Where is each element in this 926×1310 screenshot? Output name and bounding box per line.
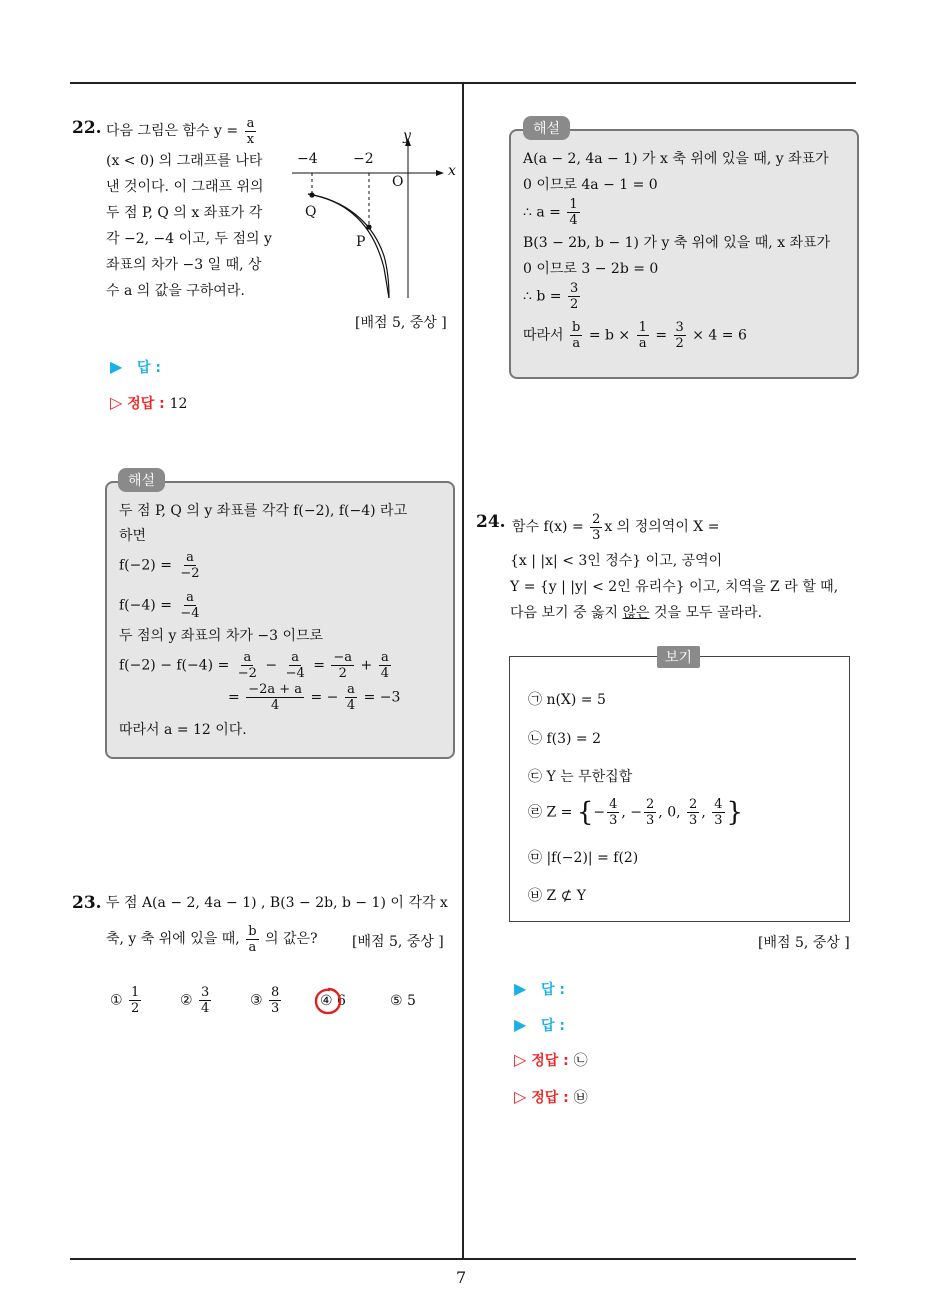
q24-answer-row-1: ▶ 답 : xyxy=(514,979,565,998)
bogi-box xyxy=(509,656,850,922)
play-icon: ▶ xyxy=(110,357,123,376)
bogi-item-3: ㉢ Y 는 무한집합 xyxy=(528,769,633,785)
choice-2[interactable]: ② $\frac{3}{4}$ xyxy=(180,985,210,1016)
sol22-line5: 두 점의 y 좌표의 차가 −3 이므로 xyxy=(119,628,324,644)
outline-triangle-icon: ▷ xyxy=(110,393,123,412)
bogi-tag: 보기 xyxy=(657,646,700,668)
graph-origin-label: O xyxy=(392,174,404,190)
answer-circle-mark xyxy=(313,986,343,1016)
choice-1[interactable]: ① $\frac{1}{2}$ xyxy=(110,985,140,1016)
play-icon: ▶ xyxy=(514,1015,527,1034)
sol22-line3: f(−2) = $\frac{a}{-2}$ xyxy=(119,550,200,581)
question-24-line2: {x | |x| < 3인 정수} 이고, 공역이 xyxy=(510,553,723,569)
sol23-line3: ∴ a = $\frac{1}{4}$ xyxy=(523,197,578,228)
q22-answer-row: ▶ 답 : xyxy=(110,357,161,376)
bogi-item-2: ㉡ f(3) = 2 xyxy=(528,731,602,747)
bogi-item-6: ㉥ Z ⊄ Y xyxy=(528,888,587,904)
sol23-line1: A(a − 2, 4a − 1) 가 x 축 위에 있을 때, y 좌표가 xyxy=(523,151,829,167)
question-24-score: [배점 5, 중상 ] xyxy=(758,935,850,951)
sol22-line1: 두 점 P, Q 의 y 좌표를 각각 f(−2), f(−4) 라고 xyxy=(119,503,408,519)
sol22-line7: = $\frac{-2a + a}{4}$ = − $\frac{a}{4}$ = −3 xyxy=(228,682,401,713)
q24-answer-row-2: ▶ 답 : xyxy=(514,1015,565,1034)
sol22-line2: 하면 xyxy=(119,528,147,544)
sol23-line2: 0 이므로 4a − 1 = 0 xyxy=(523,177,658,193)
question-23-number: 23. xyxy=(72,893,102,913)
outline-triangle-icon: ▷ xyxy=(514,1087,527,1106)
solution-22-tag: 해설 xyxy=(118,468,165,492)
question-22-text: 다음 그림은 함수 y = $\frac{a}{x}$ (x < 0) 의 그래프를 나타 낸 것이다. 이 그래프 위의 두 점 P, Q 의 x 좌표가 각 각 −2, −4 이고, 두 점의 y 좌표의 차가 −3 일 때, 상 수 a 의 값을 구하여라. xyxy=(106,115,272,299)
question-24-line4: 다음 보기 중 옳지 않은 것을 모두 골라라. xyxy=(510,605,763,621)
q24-correct-row-1: ▷ 정답 : ㉡ xyxy=(514,1050,588,1069)
q24-correct-row-2: ▷ 정답 : ㉥ xyxy=(514,1087,588,1106)
column-divider xyxy=(462,82,464,1258)
question-23-line2: 축, y 축 위에 있을 때, $\frac{b}{a}$ 의 값은? xyxy=(106,923,318,955)
question-24-line3: Y = {y | |y| < 2인 유리수} 이고, 치역을 Z 라 할 때, xyxy=(510,579,839,595)
sol23-line7: 따라서 $\frac{b}{a}$ = b × $\frac{1}{a}$ = $\frac{3}{2}$ × 4 = 6 xyxy=(523,320,747,351)
page-number: 7 xyxy=(456,1268,467,1287)
sol22-line8: 따라서 a = 12 이다. xyxy=(119,722,247,738)
graph-tick-minus4: −4 xyxy=(297,151,318,167)
graph-point-p-label: P xyxy=(356,234,366,250)
sol23-line6: ∴ b = $\frac{3}{2}$ xyxy=(523,281,579,312)
q22-correct-row: ▷ 정답 : 12 xyxy=(110,393,188,412)
question-24-line1: 함수 f(x) = $\frac{2}{3}$ x 의 정의역이 X = xyxy=(512,511,720,543)
choice-4[interactable]: ④ 6 xyxy=(320,993,346,1009)
graph-x-label: x xyxy=(448,163,456,179)
sol22-line4: f(−4) = $\frac{a}{-4}$ xyxy=(119,590,200,621)
choice-3[interactable]: ③ $\frac{8}{3}$ xyxy=(250,985,280,1016)
question-22-number: 22. xyxy=(72,118,102,138)
sol22-line6: f(−2) − f(−4) = $\frac{a}{-2}$ − $\frac{a}{-4}$ = $\frac{-a}{2}$ + $\frac{a}{4}$ xyxy=(119,650,389,681)
sol23-line4: B(3 − 2b, b − 1) 가 y 축 위에 있을 때, x 좌표가 xyxy=(523,235,831,251)
outline-triangle-icon: ▷ xyxy=(514,1050,527,1069)
graph-point-q-label: Q xyxy=(305,204,317,220)
question-23-score: [배점 5, 중상 ] xyxy=(352,934,444,950)
play-icon: ▶ xyxy=(514,979,527,998)
graph-tick-minus2: −2 xyxy=(353,151,374,167)
bogi-item-5: ㉤ |f(−2)| = f(2) xyxy=(528,850,639,866)
sol23-line5: 0 이므로 3 − 2b = 0 xyxy=(523,261,659,277)
bogi-item-4: ㉣ Z = {− $\frac{4}{3}$ , − $\frac{2}{3}$ , 0, $\frac{2}{3}$ , $\frac{4}{3}$ } xyxy=(528,797,744,828)
solution-23-tag: 해설 xyxy=(523,116,570,140)
bogi-item-1: ㉠ n(X) = 5 xyxy=(528,692,606,708)
graph-y-label: y xyxy=(403,128,411,144)
bottom-rule xyxy=(70,1258,856,1260)
question-22-score: [배점 5, 중상 ] xyxy=(355,315,447,331)
question-24-number: 24. xyxy=(476,512,506,532)
question-23-line1: 두 점 A(a − 2, 4a − 1) , B(3 − 2b, b − 1) 이 각각 x xyxy=(106,895,448,911)
choice-5[interactable]: ⑤ 5 xyxy=(390,993,416,1009)
